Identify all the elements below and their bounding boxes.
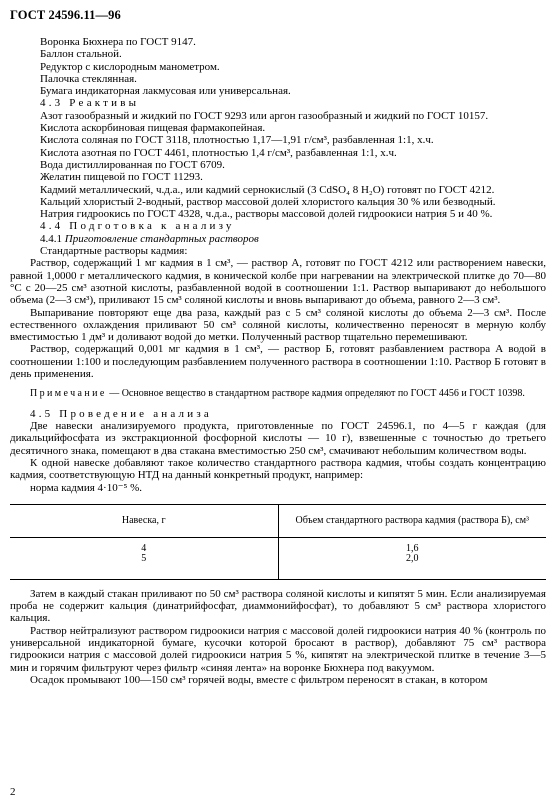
section-heading-4-3: 4.3 Реактивы	[40, 97, 140, 110]
equipment-list	[10, 36, 546, 97]
paragraph-hydrochloric: Затем в каждый стакан приливают по 50 см³ раствора соляной кислоты и кипятят 5 мин. Если анализируемая проба не содержит кальция (динатрийфосфат, диаммонийфосфат), то добавляют 5 см³ раствора хлористого кальция.	[10, 587, 546, 625]
table-row	[10, 537, 546, 579]
paragraph-samples: Две навески анализируемого продукта, приготовленные по ГОСТ 24596.1, по 4—5 г каждая (для дикальцийфосфата из экстракционной фосфорной кислоты — 10 г), взвешенные с точностью до третьего десятичного знака, помещают в два стакана вместимостью 250 см³, смачивают небольшим количеством воды.	[10, 420, 546, 457]
section-heading-4-5: 4.5 Проведение анализа	[30, 407, 212, 420]
paragraph-solution-b: Раствор, содержащий 0,001 мг кадмия в 1 см³, — раствор Б, готовят разбавлением раствора А водой в соотношении 1:100 и последующим разбавлением полученного раствора в соотношении 1:10. Раствор Б готовят в день применения.	[10, 343, 546, 381]
subsection-title: Приготовление стандартных растворов	[64, 232, 259, 245]
table-cell-volumes	[278, 537, 546, 579]
table-cell-value: 2,0	[406, 553, 419, 565]
subsection-heading-4-4-1	[10, 233, 546, 245]
note-block	[10, 388, 546, 400]
paragraph-neutralize: Раствор нейтрализуют раствором гидроокиси натрия с массовой долей гидроокиси натрия 40 % (контроль по универсальной индикаторной бумаге, кусочки которой бросают в раствор), добавляют 75 см³ раствора гидроокиси натрия с массовой долей гидроокиси натрия 5 %, кипятят на электрической плитке в течение 3—5 мин и горячим фильтруют через фильтр «синяя лента» на воронке Бюхнера под вакуумом.	[10, 624, 546, 674]
reagents-list	[10, 110, 546, 221]
norma-line: норма кадмия 4·10⁻⁵ %.	[30, 481, 143, 494]
table-header-volume: Объем стандартного раствора кадмия (раствора Б), см³	[278, 504, 546, 537]
section-heading-4-4: 4.4 Подготовка к анализу	[40, 220, 235, 233]
table-cell-value: 1,6	[406, 542, 419, 554]
equipment-item: Палочка стеклянная.	[40, 72, 137, 85]
standard-solutions-label: Стандартные растворы кадмия:	[40, 245, 188, 258]
paragraph-addition: К одной навеске добавляют такое количество стандартного раствора кадмия, чтобы создать концентрацию кадмия, соответствующую НТД на данный конкретный продукт, например:	[10, 457, 546, 482]
running-header: ГОСТ 24596.11—96	[10, 8, 121, 22]
reagent-item: Кислота соляная по ГОСТ 3118, плотностью 1,17—1,91 г/см³, разбавленная 1:1, х.ч.	[40, 134, 434, 147]
page-number: 2	[10, 786, 16, 798]
equipment-item: Воронка Бюхнера по ГОСТ 9147.	[40, 36, 196, 48]
document-body	[10, 36, 546, 686]
equipment-item: Баллон стальной.	[40, 48, 122, 61]
reagent-item: Кадмий металлический, ч.д.а., или кадмий сернокислый (3 CdSO₄ 8 H₂O) готовят по ГОСТ 4212.	[40, 183, 495, 196]
reagent-item: Кислота аскорбиновая пищевая фармакопейная.	[40, 122, 266, 135]
cadmium-volume-table	[10, 504, 546, 580]
table-header-sample: Навеска, г	[10, 504, 278, 537]
reagent-item: Азот газообразный и жидкий по ГОСТ 9293 или аргон газообразный и жидкий по ГОСТ 10157.	[40, 109, 489, 122]
paragraph-solution-a: Раствор, содержащий 1 мг кадмия в 1 см³, — раствор А, готовят по ГОСТ 4212 или растворением навески, равной 1,0000 г металлического кадмия, в конической колбе при нагревании на электрической плитке до 70—80 °С с 20—25 см³ азотной кислоты, разбавленной водой в соотношении 1:1. Раствор выпаривают до небольшого объема (2—3 см³), приливают 15 см³ соляной кислоты и вновь выпаривают до объема, равного 2—3 см³.	[10, 257, 546, 307]
paragraph-evaporation: Выпаривание повторяют еще два раза, каждый раз с 5 см³ соляной кислоты до объема 2—3 см³. После естественного охлаждения приливают 50 см³ соляной кислоты, количественно переносят в мерную колбу вместимостью 1 дм³ и доливают водой до метки. Полученный раствор тщательно перемешивают.	[10, 306, 546, 344]
note-text: — Основное вещество в стандартном растворе кадмия определяют по ГОСТ 4456 и ГОСТ 10398.	[109, 388, 525, 400]
reagent-item: Желатин пищевой по ГОСТ 11293.	[40, 171, 203, 184]
table-cell-value: 4	[141, 542, 147, 554]
table-cell-value: 5	[141, 553, 147, 565]
reagent-item: Натрия гидроокись по ГОСТ 4328, ч.д.а., растворы массовой долей гидроокиси натрия 5 и 40 %.	[40, 208, 493, 221]
note-label: Примечание	[30, 388, 107, 400]
subsection-number: 4.4.1	[40, 232, 62, 245]
reagent-item: Кислота азотная по ГОСТ 4461, плотностью 1,4 г/см³, разбавленная 1:1, х.ч.	[40, 146, 397, 159]
paragraph-washing: Осадок промывают 100—150 см³ горячей воды, вместе с фильтром переносят в стакан, в котором	[30, 673, 488, 686]
reagent-item: Вода дистиллированная по ГОСТ 6709.	[40, 158, 225, 171]
table-cell-samples	[10, 537, 278, 579]
equipment-item: Редуктор с кислородным манометром.	[40, 60, 220, 73]
reagent-item: Кальций хлористый 2-водный, раствор массовой долей хлористого кальция 30 % или безводный.	[40, 195, 496, 208]
equipment-item: Бумага индикаторная лакмусовая или универсальная.	[40, 85, 291, 98]
